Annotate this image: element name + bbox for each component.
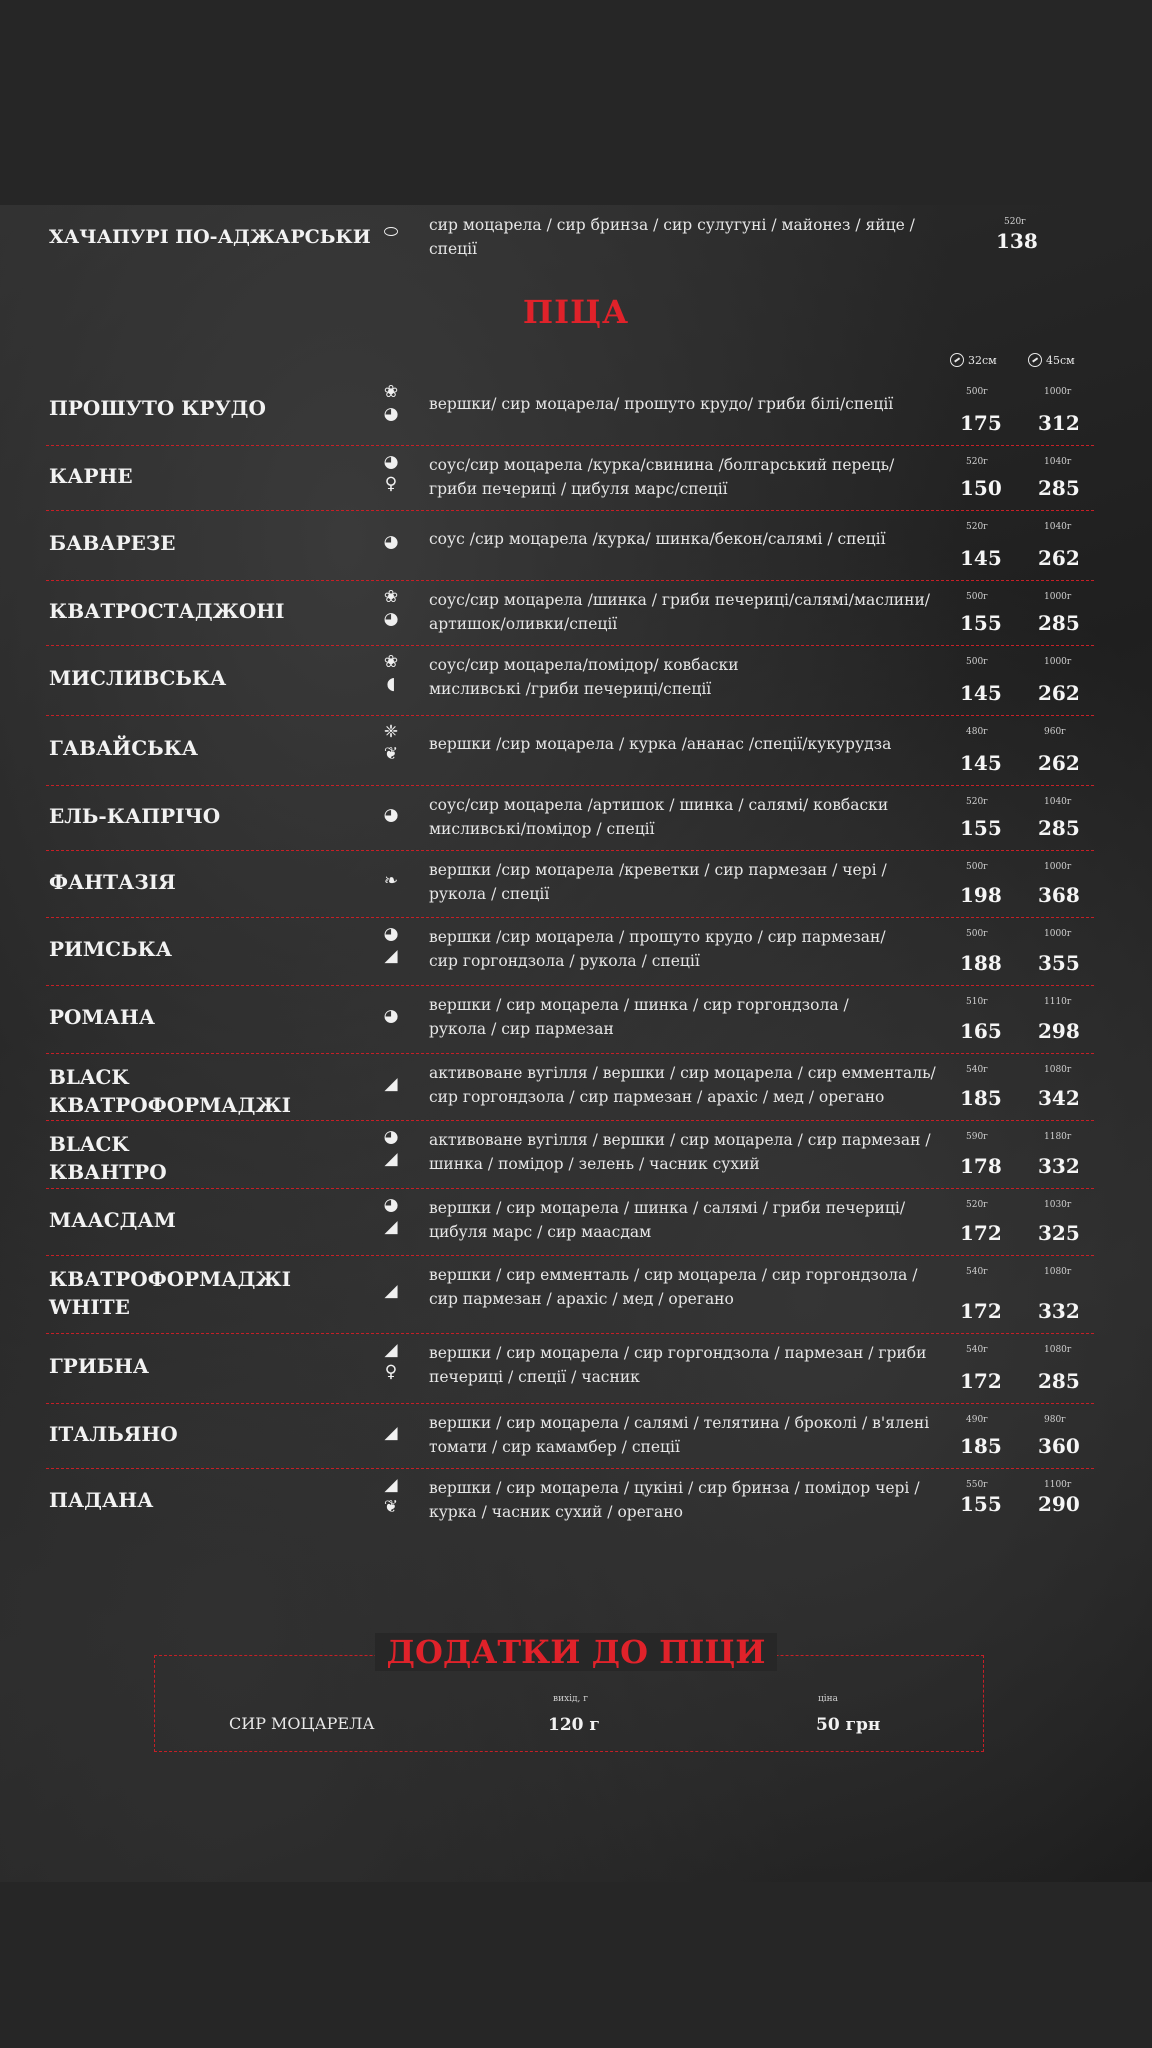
- item-description: [429, 453, 949, 501]
- item-description-line: соус/сир моцарела /артишок / шинка / салямі/ ковбаски: [429, 796, 889, 814]
- ingredient-icons: [378, 806, 404, 824]
- item-description-line: вершки / сир моцарела / шинка / сир горгондзола /: [429, 996, 849, 1014]
- cheese-icon: ◢: [384, 1281, 398, 1301]
- ingredient-icons: [378, 1282, 404, 1300]
- weight-45: 980г: [1044, 1415, 1066, 1425]
- item-name-line: ГРИБНА: [49, 1354, 150, 1378]
- weight-32: 540г: [966, 1345, 988, 1355]
- item-name-line: ПРОШУТО КРУДО: [49, 396, 266, 420]
- pig-icon: ◕: [383, 452, 399, 472]
- price-45: 325: [1038, 1221, 1080, 1245]
- extras-item-weight: 120 г: [548, 1715, 600, 1735]
- price-45: 285: [1038, 1369, 1080, 1393]
- price-32: 150: [960, 476, 1002, 500]
- item-description-line: вершки / сир моцарела / шинка / салямі / гриби печериці/: [429, 1199, 906, 1217]
- item-description: [429, 1411, 949, 1459]
- price-45: 285: [1038, 611, 1080, 635]
- item-description-line: цибуля марс / сир маасдам: [429, 1223, 652, 1241]
- item-description: [429, 1128, 949, 1176]
- weight-32: 590г: [966, 1132, 988, 1142]
- item-name-line: РИМСЬКА: [49, 937, 172, 961]
- item-name-line: ПАДАНА: [49, 1488, 154, 1512]
- mushroom-icon: ❀: [383, 652, 399, 672]
- price-32: 145: [960, 751, 1002, 775]
- price-32: 188: [960, 951, 1002, 975]
- item-name: [49, 1486, 153, 1514]
- item-description-line: вершки / сир емменталь / сир моцарела / сир горгондзола /: [429, 1266, 918, 1284]
- shrimp-icon: ❧: [383, 870, 399, 891]
- item-name-line: КВАТРОФОРМАДЖІ: [49, 1267, 291, 1291]
- meat-icon: ◖: [386, 674, 396, 694]
- item-description-line: соус/сир моцарела /курка/свинина /болгарський перець/: [429, 456, 895, 474]
- item-description-line: мисливські/помідор / спеції: [429, 820, 655, 838]
- item-description-line: вершки / сир моцарела / сир горгондзола / пармезан / гриби: [429, 1344, 927, 1362]
- item-name: [49, 1206, 176, 1234]
- item-description: [429, 925, 949, 973]
- menu-item-row: [46, 1403, 1094, 1469]
- chicken-leg-icon: ♀: [384, 1362, 398, 1382]
- item-name: [49, 1130, 167, 1186]
- weight-32: 500г: [966, 592, 988, 602]
- ingredient-icons: [378, 723, 404, 763]
- ingredient-icons: [378, 1424, 404, 1442]
- item-name-line: ГАВАЙСЬКА: [49, 736, 199, 760]
- menu-item-row: [46, 1053, 1094, 1121]
- item-description-line: рукола / спеції: [429, 885, 550, 903]
- pizza-size-icon: [950, 353, 964, 367]
- weight-32: 500г: [966, 862, 988, 872]
- weight-32: 520г: [966, 797, 988, 807]
- item-name: [49, 664, 226, 692]
- ingredient-icons: [378, 653, 404, 693]
- ingredient-icons: [378, 1476, 404, 1516]
- price-45: 368: [1038, 883, 1080, 907]
- item-description-line: вершки/ сир моцарела/ прошуто крудо/ гриби білі/спеції: [429, 395, 894, 413]
- ingredient-icons: [378, 1075, 404, 1093]
- price-32: 198: [960, 883, 1002, 907]
- price-45: 285: [1038, 476, 1080, 500]
- ingredient-icons: [378, 588, 404, 628]
- item-description: [429, 993, 949, 1041]
- price-32: 165: [960, 1019, 1002, 1043]
- menu-item-row: [46, 785, 1094, 851]
- item-description-line: сир моцарела / сир бринза / сир сулугуні / майонез / яйце /: [429, 216, 915, 234]
- price-32: 145: [960, 546, 1002, 570]
- price-45: 262: [1038, 751, 1080, 775]
- price-32: 172: [960, 1299, 1002, 1323]
- price-32: 172: [960, 1221, 1002, 1245]
- item-name-line: ХАЧАПУРІ ПО-АДЖАРСЬКИ: [49, 226, 371, 248]
- weight-32: 500г: [966, 929, 988, 939]
- weight-45: 1080г: [1044, 1267, 1072, 1277]
- size-45-header: [1028, 353, 1075, 367]
- pig-icon: ◕: [383, 404, 399, 424]
- weight-45: 1080г: [1044, 1345, 1072, 1355]
- price-45: 262: [1038, 546, 1080, 570]
- item-description-line: мисливські /гриби печериці/спеції: [429, 680, 712, 698]
- menu-item-row: [46, 715, 1094, 786]
- ingredient-icons: [378, 533, 404, 551]
- item-description-line: шинка / помідор / зелень / часник сухий: [429, 1155, 760, 1173]
- weight-45: 1000г: [1044, 929, 1072, 939]
- item-description-line: соус /сир моцарела /курка/ шинка/бекон/салямі / спеції: [429, 530, 886, 548]
- item-description: [429, 793, 949, 841]
- item-name-line: ЕЛЬ-КАПРІЧО: [49, 803, 221, 828]
- item-description-line: вершки /сир моцарела / прошуто крудо / сир пармезан/: [429, 928, 886, 946]
- price-45: 262: [1038, 681, 1080, 705]
- price-32: 172: [960, 1369, 1002, 1393]
- extras-weight-header: вихід, г: [553, 1694, 588, 1704]
- cheese-icon: ◢: [384, 1149, 398, 1169]
- item-name: [49, 529, 176, 557]
- weight-32: 540г: [966, 1065, 988, 1075]
- item-name: [49, 1063, 291, 1119]
- menu-item-row: [46, 375, 1094, 446]
- pig-icon: ◕: [383, 609, 399, 629]
- menu-item-row: [46, 1333, 1094, 1404]
- item-name: [49, 1265, 291, 1321]
- item-description: [429, 1341, 949, 1389]
- mushroom-icon: ❀: [383, 587, 399, 607]
- cheese-icon: ◢: [384, 1475, 398, 1495]
- ingredient-icons: [378, 453, 404, 493]
- weight-45: 1040г: [1044, 522, 1072, 532]
- weight-45: 1000г: [1044, 862, 1072, 872]
- item-description: [429, 213, 949, 261]
- weight-45: 1000г: [1044, 592, 1072, 602]
- item-description-line: рукола / сир пармезан: [429, 1020, 614, 1038]
- pig-icon: ◕: [383, 1006, 399, 1026]
- price-32: 178: [960, 1154, 1002, 1178]
- menu-item-row: [46, 850, 1094, 918]
- weight-32: 500г: [966, 387, 988, 397]
- item-description: [429, 1476, 949, 1524]
- cheese-icon: ◢: [384, 1340, 398, 1360]
- ingredient-icons: [378, 1128, 404, 1168]
- weight-45: 1040г: [1044, 797, 1072, 807]
- item-description-line: печериці / спеції / часник: [429, 1368, 640, 1386]
- price-45: 332: [1038, 1299, 1080, 1323]
- item-description-line: вершки /сир моцарела / курка /ананас /спеції/кукурудза: [429, 735, 892, 753]
- item-description: [429, 588, 949, 636]
- ingredient-icons: [378, 872, 404, 890]
- weight-32: 480г: [966, 727, 988, 737]
- item-description-line: сир горгондзола / рукола / спеції: [429, 952, 700, 970]
- item-description-line: сир горгондзола / сир пармезан / арахіс / мед / орегано: [429, 1088, 885, 1106]
- item-name-line: ФАНТАЗІЯ: [49, 869, 176, 894]
- ingredient-icons: [378, 1007, 404, 1025]
- item-name-line: КАРНЕ: [49, 463, 133, 488]
- item-name-line: МИСЛИВСЬКА: [49, 666, 227, 690]
- item-description: [429, 732, 949, 756]
- price-45: 290: [1038, 1492, 1080, 1516]
- price-32: 185: [960, 1086, 1002, 1110]
- item-description: [429, 1196, 949, 1244]
- cheese-icon: ◢: [384, 1073, 398, 1094]
- item-description: [429, 1263, 949, 1311]
- item-name-line: РОМАНА: [49, 1005, 156, 1029]
- price-32: 185: [960, 1434, 1002, 1458]
- price-45: 342: [1038, 1086, 1080, 1110]
- price-32: 155: [960, 816, 1002, 840]
- item-name-line: BLACK: [49, 1132, 129, 1156]
- pizza-size-icon: [1028, 353, 1042, 367]
- item-description-line: артишок/оливки/спеції: [429, 615, 618, 633]
- item-name: [49, 394, 266, 422]
- item-name: [49, 223, 371, 251]
- weight-32: 520г: [966, 522, 988, 532]
- menu-item-row: [46, 1120, 1094, 1189]
- menu-item-row: [46, 1255, 1094, 1334]
- item-name: [49, 868, 176, 896]
- price-32: 138: [996, 229, 1038, 253]
- item-name-line: МААСДАМ: [49, 1207, 176, 1232]
- pig-icon: ◕: [383, 804, 399, 825]
- extras-item-name: СИР МОЦАРЕЛА: [229, 1714, 375, 1733]
- weight-45: 960г: [1044, 727, 1066, 737]
- item-description: [429, 858, 949, 906]
- item-name: [49, 734, 198, 762]
- extras-title: ДОДАТКИ ДО ПІЦИ: [375, 1633, 778, 1671]
- weight-32: 520г: [966, 457, 988, 467]
- cheese-icon: ◢: [384, 1422, 398, 1443]
- item-name: [49, 597, 285, 625]
- price-32: 175: [960, 411, 1002, 435]
- extras-title-wrap: [0, 1633, 1152, 1671]
- chicken-icon: ❦: [383, 744, 399, 764]
- item-name: [49, 462, 133, 490]
- weight-45: 1000г: [1044, 387, 1072, 397]
- weight-32: 490г: [966, 1415, 988, 1425]
- pig-icon: ◕: [383, 532, 399, 552]
- item-description-line: вершки /сир моцарела /креветки / сир пармезан / чері /: [429, 861, 887, 879]
- cheese-icon: ◢: [384, 1217, 398, 1237]
- menu-item-row: [46, 1188, 1094, 1256]
- menu-item-row: [46, 1468, 1094, 1538]
- menu-item-row: [46, 580, 1094, 646]
- item-description-line: сир пармезан / арахіс / мед / орегано: [429, 1290, 734, 1308]
- item-description: [429, 392, 949, 416]
- item-description-line: вершки / сир моцарела / салямі / телятина / броколі / в'ялені: [429, 1414, 930, 1432]
- chicken-icon: ❦: [383, 1497, 399, 1517]
- weight-32: 540г: [966, 1267, 988, 1277]
- price-45: 355: [1038, 951, 1080, 975]
- item-description-line: спеції: [429, 240, 478, 258]
- item-description: [429, 1061, 949, 1109]
- mushroom-icon: ❀: [383, 382, 399, 402]
- item-description-line: соус/сир моцарела/помідор/ ковбаски: [429, 656, 739, 674]
- khachapuri-icon: ⬭: [383, 222, 399, 242]
- item-description: [429, 653, 949, 701]
- weight-32: 510г: [966, 997, 988, 1007]
- weight-32: 520г: [966, 1200, 988, 1210]
- pig-icon: ◕: [383, 1127, 399, 1147]
- item-name: [49, 1003, 155, 1031]
- item-description-line: активоване вугілля / вершки / сир моцарела / сир емменталь/: [429, 1064, 936, 1082]
- extras-price-header: ціна: [818, 1694, 839, 1704]
- price-45: 332: [1038, 1154, 1080, 1178]
- item-name-line: BLACK: [49, 1065, 129, 1089]
- ingredient-icons: [371, 223, 411, 241]
- price-45: 298: [1038, 1019, 1080, 1043]
- item-name: [49, 802, 220, 830]
- item-name: [49, 1420, 178, 1448]
- weight-32: 550г: [966, 1480, 988, 1490]
- item-name-line: КВАТРОСТАДЖОНІ: [49, 598, 285, 623]
- item-name-line: КВАНТРО: [49, 1160, 167, 1184]
- weight-45: 1080г: [1044, 1065, 1072, 1075]
- weight-45: 1100г: [1044, 1480, 1072, 1490]
- ingredient-icons: [378, 1341, 404, 1381]
- menu-item-row: [46, 645, 1094, 716]
- menu-item-row: [46, 917, 1094, 986]
- ingredient-icons: [378, 1196, 404, 1236]
- item-name-line: WHITE: [49, 1295, 130, 1319]
- size-32-label: 32см: [968, 353, 997, 367]
- price-45: 312: [1038, 411, 1080, 435]
- pineapple-icon: ❈: [383, 722, 399, 742]
- ingredient-icons: [378, 925, 404, 965]
- item-description-line: соус/сир моцарела /шинка / гриби печериці/салямі/маслини/: [429, 591, 931, 609]
- weight-45: 1000г: [1044, 657, 1072, 667]
- price-32: 155: [960, 611, 1002, 635]
- size-32-header: [950, 353, 997, 367]
- item-name-line: КВАТРОФОРМАДЖІ: [49, 1093, 291, 1117]
- ingredient-icons: [378, 383, 404, 423]
- price-45: 360: [1038, 1434, 1080, 1458]
- item-name-line: БАВАРЕЗЕ: [49, 531, 176, 555]
- weight-32: 500г: [966, 657, 988, 667]
- chicken-leg-icon: ♀: [384, 474, 398, 494]
- menu-item-row: [46, 985, 1094, 1054]
- cheese-icon: ◢: [384, 946, 398, 966]
- weight-32: 520г: [1004, 217, 1026, 227]
- weight-45: 1110г: [1044, 997, 1072, 1007]
- pizza-menu: [0, 205, 1152, 1882]
- menu-item-row: [46, 510, 1094, 581]
- extras-item-price: 50 грн: [816, 1715, 881, 1735]
- item-description-line: вершки / сир моцарела / цукіні / сир бринза / помідор чері /: [429, 1479, 920, 1497]
- item-name: [49, 1352, 149, 1380]
- pig-icon: ◕: [383, 1195, 399, 1215]
- size-45-label: 45см: [1046, 353, 1075, 367]
- price-45: 285: [1038, 816, 1080, 840]
- item-name: [49, 935, 172, 963]
- item-description-line: томати / сир камамбер / спеції: [429, 1438, 680, 1456]
- pig-icon: ◕: [383, 924, 399, 944]
- price-32: 145: [960, 681, 1002, 705]
- item-name-line: ІТАЛЬЯНО: [49, 1421, 178, 1446]
- menu-title: ПІЦА: [522, 293, 630, 331]
- menu-item-row: [46, 445, 1094, 511]
- menu-item-row: [46, 205, 1094, 275]
- item-description: [429, 527, 949, 551]
- item-description-line: активоване вугілля / вершки / сир моцарела / сир пармезан /: [429, 1131, 931, 1149]
- item-description-line: гриби печериці / цибуля марс/спеції: [429, 480, 728, 498]
- item-description-line: курка / часник сухий / орегано: [429, 1503, 683, 1521]
- weight-45: 1180г: [1044, 1132, 1072, 1142]
- price-32: 155: [960, 1492, 1002, 1516]
- weight-45: 1040г: [1044, 457, 1072, 467]
- weight-45: 1030г: [1044, 1200, 1072, 1210]
